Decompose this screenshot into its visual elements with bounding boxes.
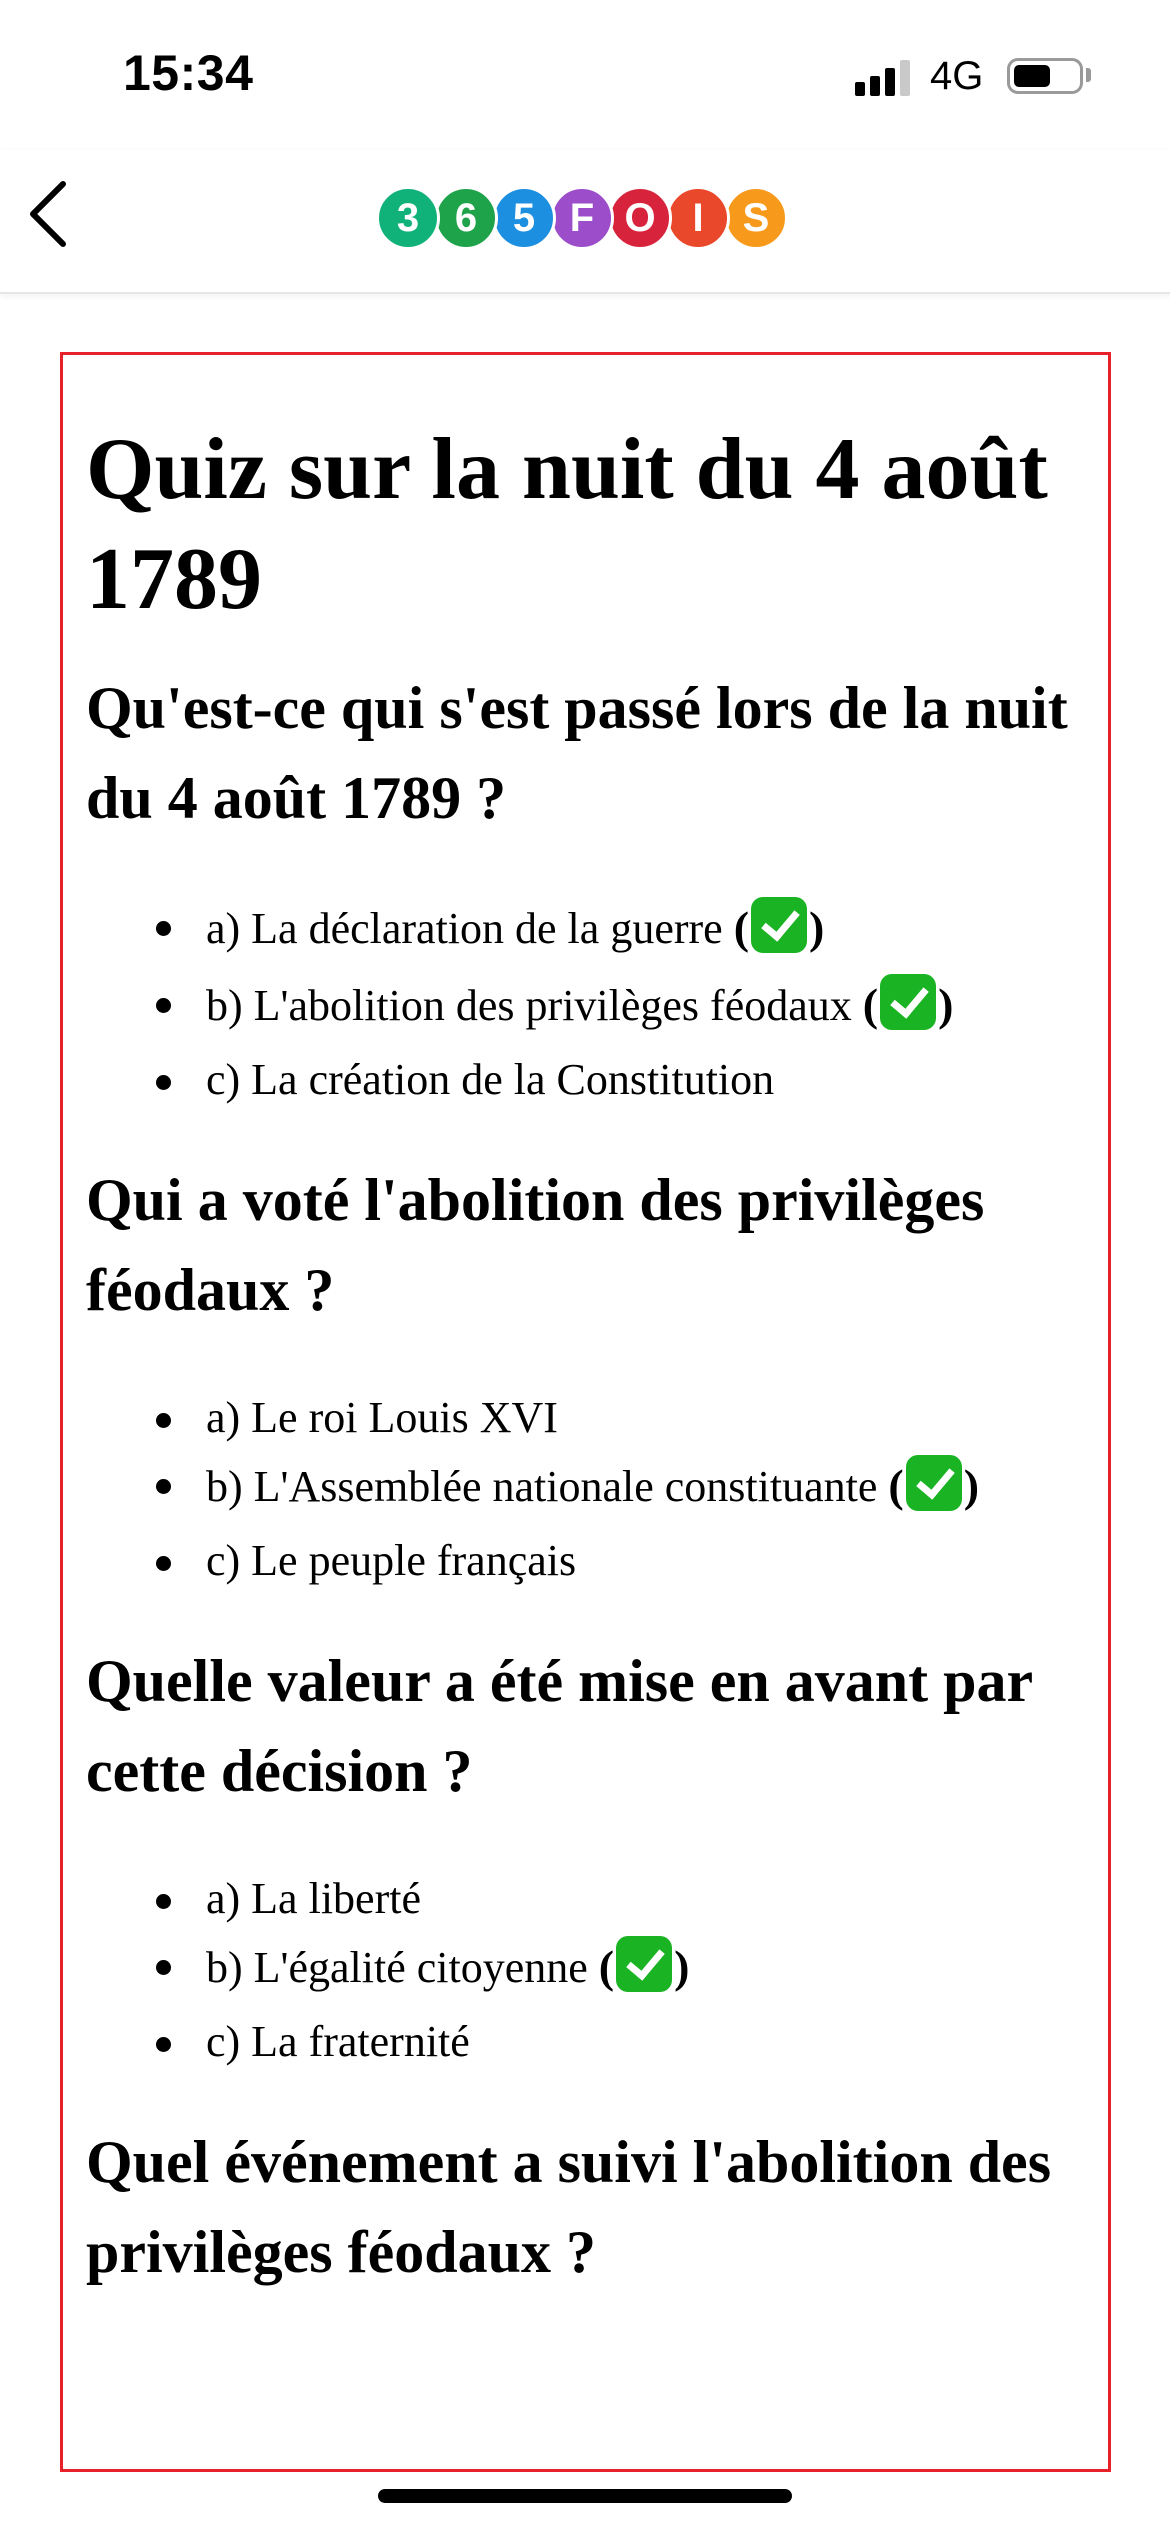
chevron-left-icon xyxy=(18,172,88,252)
answer-text: c) La fraternité xyxy=(206,2017,470,2066)
status-time: 15:34 xyxy=(123,45,254,101)
logo-letter: F xyxy=(550,186,614,250)
answer-text: b) L'abolition des privilèges féodaux xyxy=(206,981,852,1030)
answer-item: b) L'abolition des privilèges féodaux ( ) xyxy=(86,974,1086,1035)
logo-letter: I xyxy=(666,186,730,250)
answer-item xyxy=(86,1870,1086,1928)
answer-item: a) La déclaration de la guerre ( ) xyxy=(86,897,1086,958)
answer-list xyxy=(86,897,1086,1109)
home-indicator[interactable] xyxy=(378,2489,792,2503)
question-heading: Qui a voté l'abolition des privilèges féodaux ? xyxy=(86,1167,985,1323)
answer-item: b) L'Assemblée nationale constituante ( ) xyxy=(86,1455,1086,1516)
question-heading: Quelle valeur a été mise en avant par cette décision ? xyxy=(86,1648,1032,1804)
logo-letter: O xyxy=(608,186,672,250)
network-label: 4G xyxy=(930,54,984,98)
answer-item xyxy=(86,2013,1086,2071)
back-button[interactable] xyxy=(18,172,88,252)
answer-list xyxy=(86,1870,1086,2071)
answer-text: a) La liberté xyxy=(206,1874,421,1923)
logo-letter: 3 xyxy=(376,186,440,250)
logo[interactable] xyxy=(376,186,782,250)
answer-text: b) L'Assemblée nationale constituante xyxy=(206,1462,878,1511)
page-title: Quiz sur la nuit du 4 août 1789 xyxy=(86,421,1048,628)
content-frame xyxy=(60,352,1111,2472)
answer-item: b) L'égalité citoyenne ( ) xyxy=(86,1936,1086,1997)
question-heading: Quel événement a suivi l'abolition des privilèges féodaux ? xyxy=(86,2129,1052,2285)
battery-cap xyxy=(1086,68,1091,82)
answer-text: b) L'égalité citoyenne xyxy=(206,1943,588,1992)
answer-text: c) La création de la Constitution xyxy=(206,1055,775,1104)
answer-item xyxy=(86,1051,1086,1109)
answer-text: a) Le roi Louis XVI xyxy=(206,1393,558,1442)
logo-letter: 5 xyxy=(492,186,556,250)
logo-letter: S xyxy=(724,186,788,250)
answer-list xyxy=(86,1389,1086,1590)
check-mark-icon xyxy=(751,897,807,953)
check-mark-icon xyxy=(880,974,936,1030)
check-mark-icon xyxy=(906,1455,962,1511)
answer-item xyxy=(86,1532,1086,1590)
logo-letter: 6 xyxy=(434,186,498,250)
answer-text: a) La déclaration de la guerre xyxy=(206,904,723,953)
battery-icon xyxy=(1007,58,1083,94)
nav-bar xyxy=(0,150,1170,294)
answer-item xyxy=(86,1389,1086,1447)
quiz-content xyxy=(86,415,1086,2297)
check-mark-icon xyxy=(616,1936,672,1992)
signal-icon xyxy=(855,58,913,96)
status-bar xyxy=(0,0,1170,150)
answer-text: c) Le peuple français xyxy=(206,1536,577,1585)
question-heading: Qu'est-ce qui s'est passé lors de la nuit du 4 août 1789 ? xyxy=(86,675,1068,831)
